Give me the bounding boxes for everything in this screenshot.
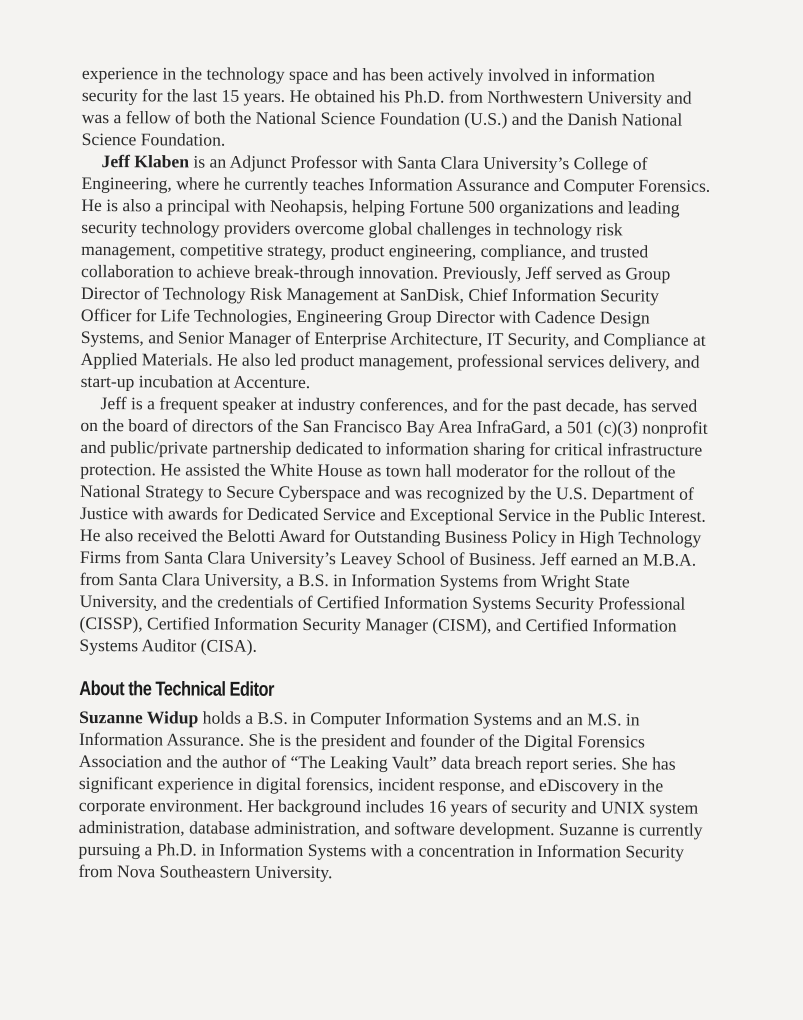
editor-name-suzanne-widup: Suzanne Widup bbox=[79, 706, 199, 728]
bio-paragraph-jeff-speaker: Jeff is a frequent speaker at industry conferences, and for the past decade, has served on the board of directors of the San Francisco Bay Area InfraGard, a 501 (c)(3) nonprofit and public/private partnership dedicated to information sharing for critical infrastructure protection. He assisted the White House as town hall moderator for the rollout of the National Strategy to Secure Cyberspace and was recognized by the U.S. Department of Justice with awards for Dedicated Service and Exceptional Service in the Public Interest. He also received the Belotti Award for Outstanding Business Policy in High Technology Firms from Santa Clara University’s Leavey School of Business. Jeff earned an M.B.A. from Santa Clara University, a B.S. in Information Systems from Wright State University, and the credentials of Certified Information Systems Security Professional (CISSP), Certified Information Security Manager (CISM), and Certified Information Systems Auditor (CISA). bbox=[79, 393, 708, 656]
bio-paragraph-jeff-klaben bbox=[81, 150, 712, 395]
bio-paragraph-continued: experience in the technology space and has been actively involved in information security for the last 15 years. He obtained his Ph.D. from Northwestern University and was a fellow of both the National Science Foundation (U.S.) and the Danish National Science Foundation. bbox=[81, 62, 692, 150]
section-heading-technical-editor: About the Technical Editor bbox=[79, 677, 274, 701]
bio-text-suzanne-widup: holds a B.S. in Computer Information Systems and an M.S. in Information Assurance. She is the president and founder of the Digital Forensics Association and the author of “The Leaking Vault” data breach report series. She has significant experience in digital forensics, incident response, and eDiscovery in the corporate environment. Her background includes 16 years of security and UNIX system administration, database administration, and software development. Suzanne is currently pursuing a Ph.D. in Information Systems with a concentration in Information Security from Nova Southeastern University. bbox=[78, 707, 703, 883]
bio-text-jeff-klaben: is an Adjunct Professor with Santa Clara University’s College of Engineering, where he currently teaches Information Assurance and Computer Forensics. He is also a principal with Neohapsis, helping Fortune 500 organizations and leading security technology providers overcome global challenges in technology risk management, competitive strategy, product engineering, compliance, and trusted collaboration to achieve break-through innovation. Previously, Jeff served as Group Director of Technology Risk Management at SanDisk, Chief Information Security Officer for Life Technologies, Engineering Group Director with Cadence Design Systems, and Senior Manager of Enterprise Architecture, IT Security, and Compliance at Applied Materials. He also led product management, professional services delivery, and start-up incubation at Accenture. bbox=[80, 151, 711, 392]
bio-paragraph-suzanne-widup bbox=[78, 706, 709, 885]
book-page bbox=[78, 62, 712, 885]
author-name-jeff-klaben: Jeff Klaben bbox=[101, 151, 190, 172]
